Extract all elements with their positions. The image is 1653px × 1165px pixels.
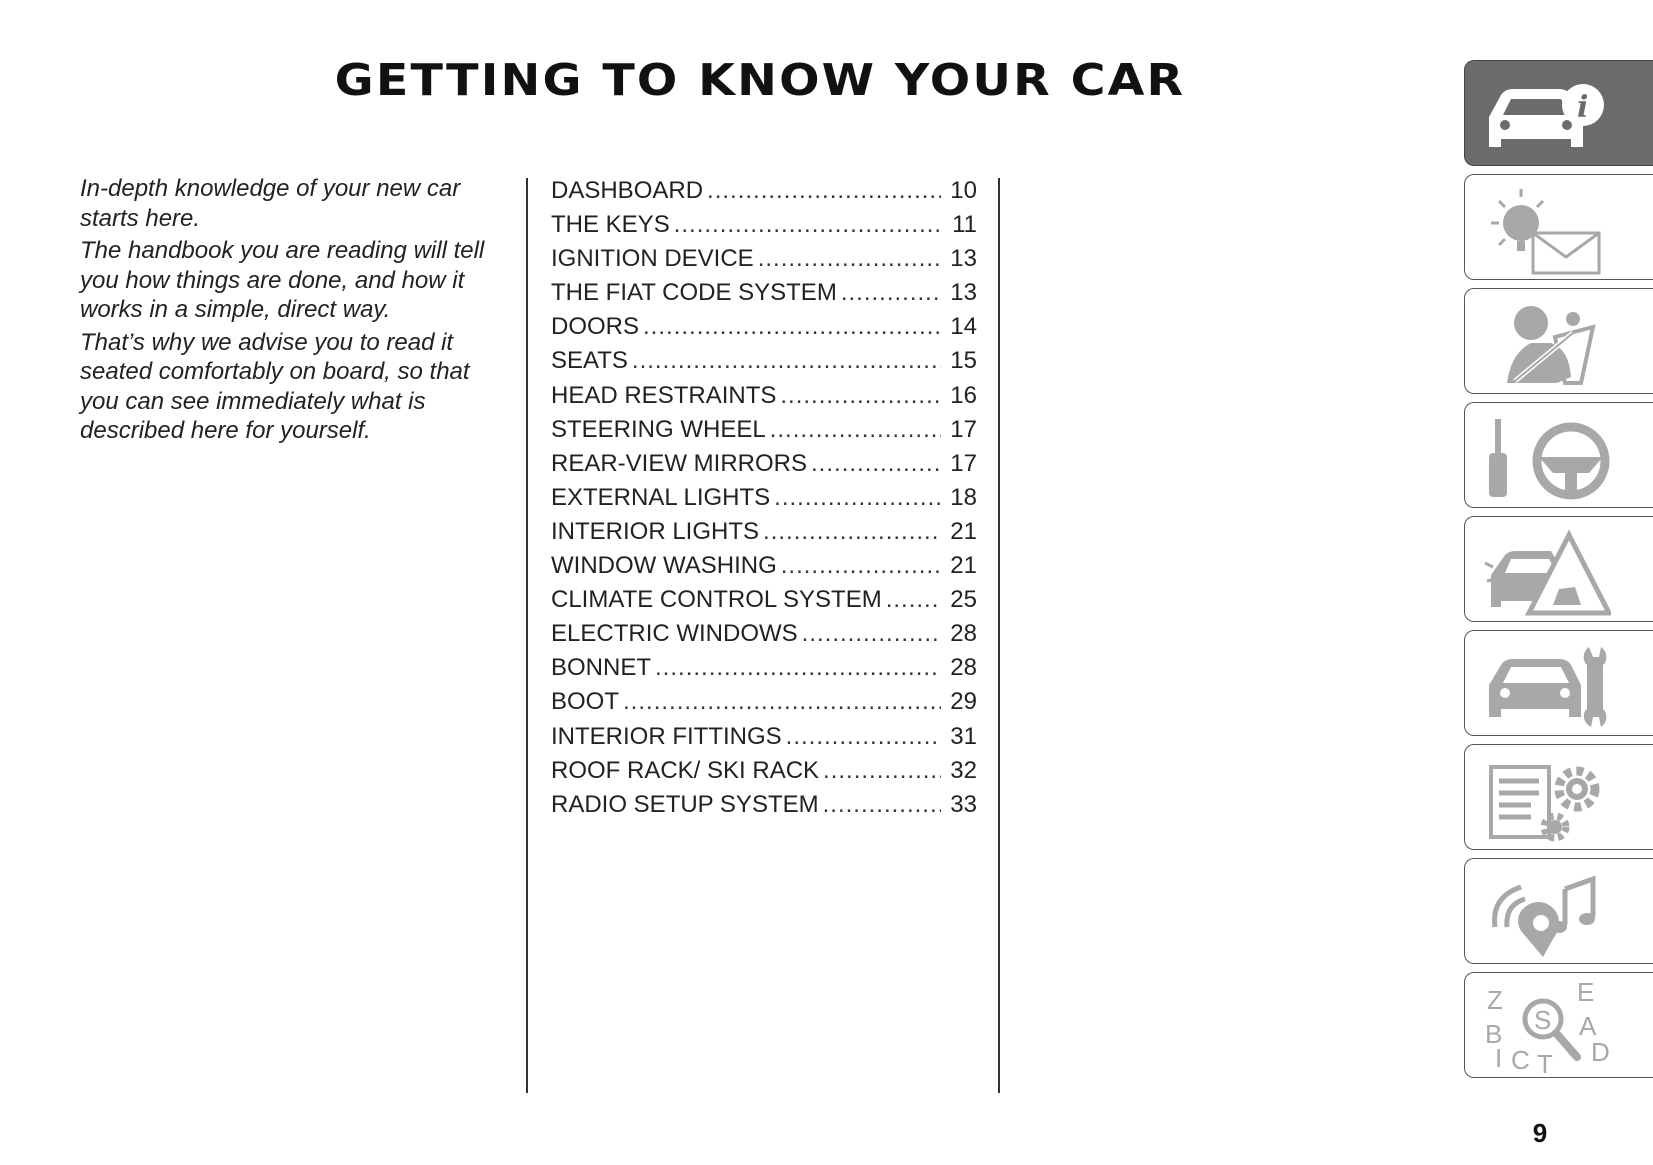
toc-page-number: 28 [950,620,977,648]
toc-leader-dots [632,347,941,375]
toc-label: SEATS [551,347,628,375]
chapter-tab-getting-to-know[interactable] [1464,60,1653,166]
toc-label: DASHBOARD [551,177,704,204]
car-info-icon [1481,69,1611,161]
chapter-tab-warning-lights[interactable] [1464,174,1653,280]
toc-entry[interactable] [551,484,977,518]
toc-entry[interactable] [551,586,977,620]
toc-entry[interactable] [551,620,977,654]
toc-page-number: 33 [950,790,977,818]
toc-label: BONNET [551,654,652,682]
toc-entry[interactable] [551,245,977,279]
toc-page-number: 29 [950,688,977,716]
page-title: GETTING TO KNOW YOUR CAR [334,55,1186,106]
technical-data-gear-icon [1481,753,1611,845]
toc-entry[interactable] [551,347,977,381]
toc-page-number: 10 [950,177,977,204]
intro-paragraph: The handbook you are reading will tell you how things are done, and how it works in a simple, direct way. [80,237,485,323]
toc-leader-dots [781,552,941,580]
alphabetical-index-icon [1481,981,1611,1073]
toc-leader-dots [886,586,941,614]
chapter-tab-servicing[interactable] [1464,630,1653,736]
svg-text:E: E [1577,981,1595,1007]
toc-entry[interactable] [551,552,977,586]
toc-leader-dots [770,416,941,444]
intro-text [80,174,500,449]
svg-text:S: S [1534,1005,1552,1035]
emergency-warning-triangle-icon [1481,525,1611,617]
toc-leader-dots [811,450,941,478]
toc-label: EXTERNAL LIGHTS [551,483,771,511]
toc-label: WINDOW WASHING [551,552,777,580]
toc-page-number: 21 [950,552,977,580]
toc-leader-dots [655,654,941,682]
toc-label: CLIMATE CONTROL SYSTEM [551,586,882,614]
toc-leader-dots [823,791,941,819]
toc-entry[interactable] [551,791,977,825]
warning-light-message-icon [1481,183,1611,275]
svg-text:Z: Z [1487,985,1503,1015]
toc-label: THE KEYS [551,211,670,239]
svg-text:B: B [1485,1019,1503,1049]
toc-leader-dots [707,177,941,205]
toc-entry[interactable] [551,518,977,552]
toc-leader-dots [786,723,941,751]
toc-label: DOORS [551,313,640,341]
toc-entry[interactable] [551,279,977,313]
toc-entry[interactable] [551,757,977,791]
toc-leader-dots [774,484,941,512]
key-steering-wheel-icon [1481,411,1611,503]
toc-leader-dots [763,518,941,546]
toc-page-number: 16 [950,381,977,409]
toc-entry[interactable] [551,723,977,757]
toc-leader-dots [623,688,941,716]
toc-page-number: 28 [950,654,977,682]
toc-label: RADIO SETUP SYSTEM [551,790,819,818]
multimedia-music-icon [1481,867,1611,959]
toc-page-number: 17 [950,415,977,443]
svg-text:A: A [1579,1011,1597,1041]
chapter-tab-starting-driving[interactable] [1464,402,1653,508]
toc-label: INTERIOR FITTINGS [551,722,782,750]
toc-page-number: 13 [950,245,977,273]
toc-entry[interactable] [551,382,977,416]
toc-entry[interactable] [551,688,977,722]
chapter-tab-technical-data[interactable] [1464,744,1653,850]
column-divider-right [998,178,1000,1093]
intro-paragraph: In-depth knowledge of your new car starts here. [80,175,461,232]
toc-entry[interactable] [551,211,977,245]
toc-leader-dots [802,620,941,648]
toc-leader-dots [643,313,941,341]
toc-page-number: 32 [950,756,977,784]
toc-label: STEERING WHEEL [551,415,766,443]
toc-label: REAR-VIEW MIRRORS [551,449,808,477]
toc-leader-dots [758,245,941,273]
chapter-tab-emergency[interactable] [1464,516,1653,622]
seatbelt-airbag-icon [1481,297,1611,389]
svg-text:I: I [1495,1043,1503,1073]
chapter-tab-safety[interactable] [1464,288,1653,394]
toc-leader-dots [780,382,941,410]
toc-leader-dots [841,279,941,307]
toc-page-number: 21 [950,517,977,545]
toc-label: HEAD RESTRAINTS [551,381,777,409]
toc-label: ELECTRIC WINDOWS [551,620,798,648]
toc-entry[interactable] [551,416,977,450]
toc-entry[interactable] [551,654,977,688]
chapter-tab-multimedia[interactable] [1464,858,1653,964]
column-divider-left [526,178,528,1093]
table-of-contents [551,177,977,825]
car-maintenance-wrench-icon [1481,639,1611,731]
page-number: 9 [1532,1118,1548,1148]
svg-text:D: D [1591,1037,1610,1067]
svg-text:i: i [1577,90,1589,125]
toc-leader-dots [674,211,941,239]
toc-page-number: 25 [950,586,977,614]
toc-label: IGNITION DEVICE [551,245,754,273]
toc-page-number: 13 [950,279,977,307]
toc-page-number: 17 [950,449,977,477]
intro-paragraph: That’s why we advise you to read it seated comfortably on board, so that you can see immediately what is described here for yourself. [80,328,470,444]
toc-leader-dots [823,757,941,785]
toc-entry[interactable] [551,450,977,484]
toc-label: THE FIAT CODE SYSTEM [551,279,837,307]
toc-page-number: 11 [952,211,977,239]
toc-label: ROOF RACK/ SKI RACK [551,756,820,784]
toc-entry[interactable] [551,177,977,211]
toc-page-number: 18 [950,483,977,511]
toc-page-number: 14 [950,313,977,341]
chapter-tab-index[interactable] [1464,972,1653,1078]
toc-label: BOOT [551,688,620,716]
toc-label: INTERIOR LIGHTS [551,517,760,545]
toc-entry[interactable] [551,313,977,347]
toc-page-number: 15 [950,347,977,375]
svg-text:C: C [1511,1045,1530,1073]
toc-page-number: 31 [950,722,977,750]
svg-text:T: T [1537,1049,1553,1073]
